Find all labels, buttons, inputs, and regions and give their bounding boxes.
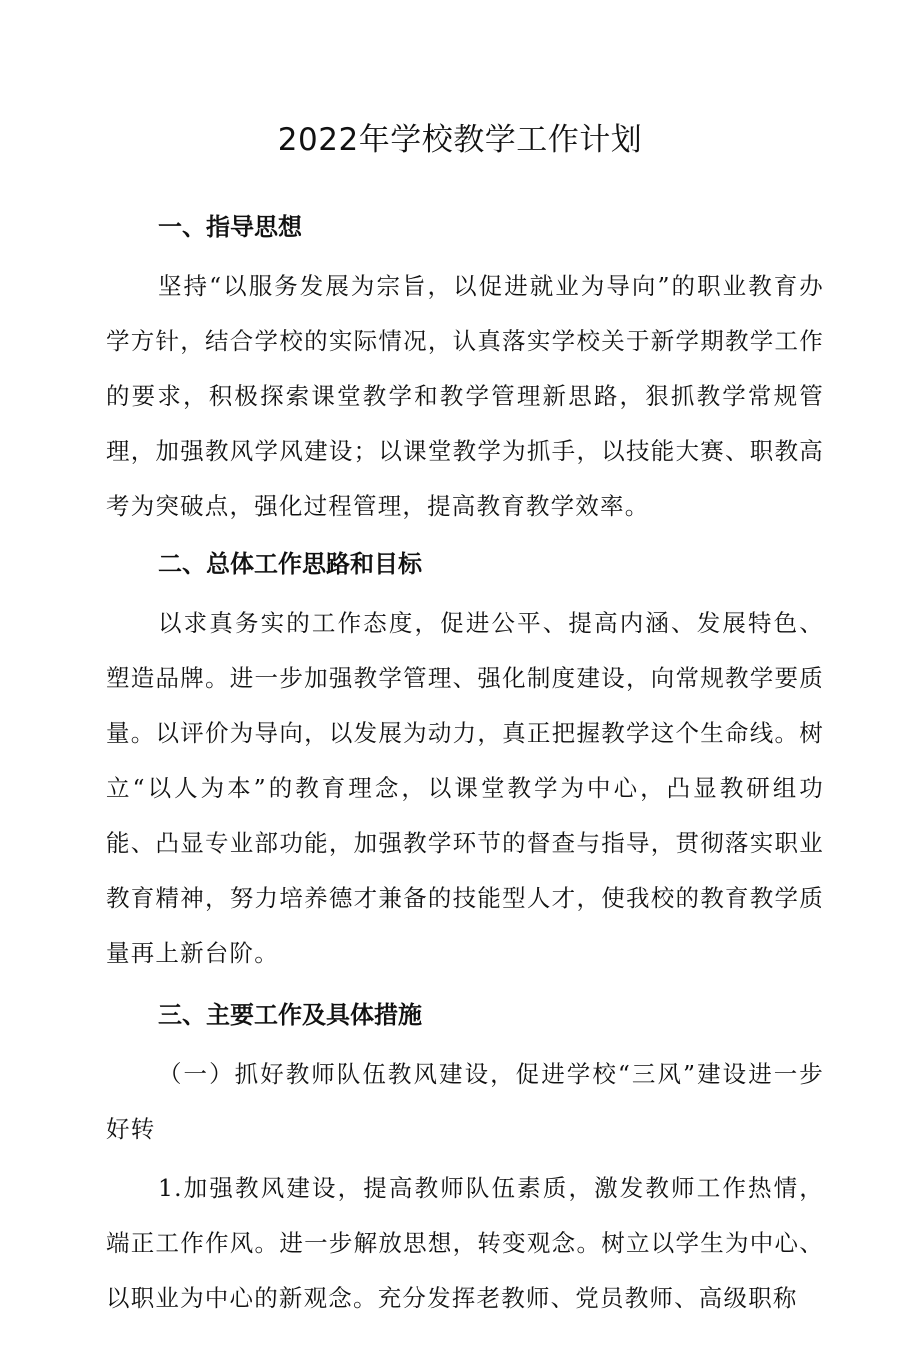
paragraph-overall-goals: 以求真务实的工作态度，促进公平、提高内涵、发展特色、塑造品牌。进一步加强教学管理、强化制度建设，向常规教学要质量。以评价为导向，以发展为动力，真正把握教学这个生命线。树立“以人为本”的教育理念，以课堂教学为中心，凸显教研组功能、凸显专业部功能，加强教学环节的督查与指导，贯彻落实职业教育精神，努力培养德才兼备的技能型人才，使我校的教育教学质量再上新台阶。 [106,609,824,967]
document-body [106,205,824,1326]
subsection-heading-teacher-style: （一）抓好教师队伍教风建设，促进学校“三风”建设进一步好转 [106,1060,824,1143]
paragraph-item-1: 1.加强教风建设，提高教师队伍素质，激发教师工作热情，端正工作作风。进一步解放思想，转变观念。树立以学生为中心、以职业为中心的新观念。充分发挥老教师、党员教师、高级职称 [106,1174,824,1312]
section-heading-guiding-ideology: 一、指导思想 [158,213,302,241]
document-title: 2022年学校教学工作计划 [277,122,643,158]
paragraph-guiding-ideology: 坚持“以服务发展为宗旨，以促进就业为导向”的职业教育办学方针，结合学校的实际情况，认真落实学校关于新学期教学工作的要求，积极探索课堂教学和教学管理新思路，狠抓教学常规管理，加强教风学风建设；以课堂教学为抓手，以技能大赛、职教高考为突破点，强化过程管理，提高教育教学效率。 [106,272,824,520]
section-heading-overall-goals: 二、总体工作思路和目标 [158,550,422,578]
section-heading-main-work: 三、主要工作及具体措施 [158,1001,422,1029]
